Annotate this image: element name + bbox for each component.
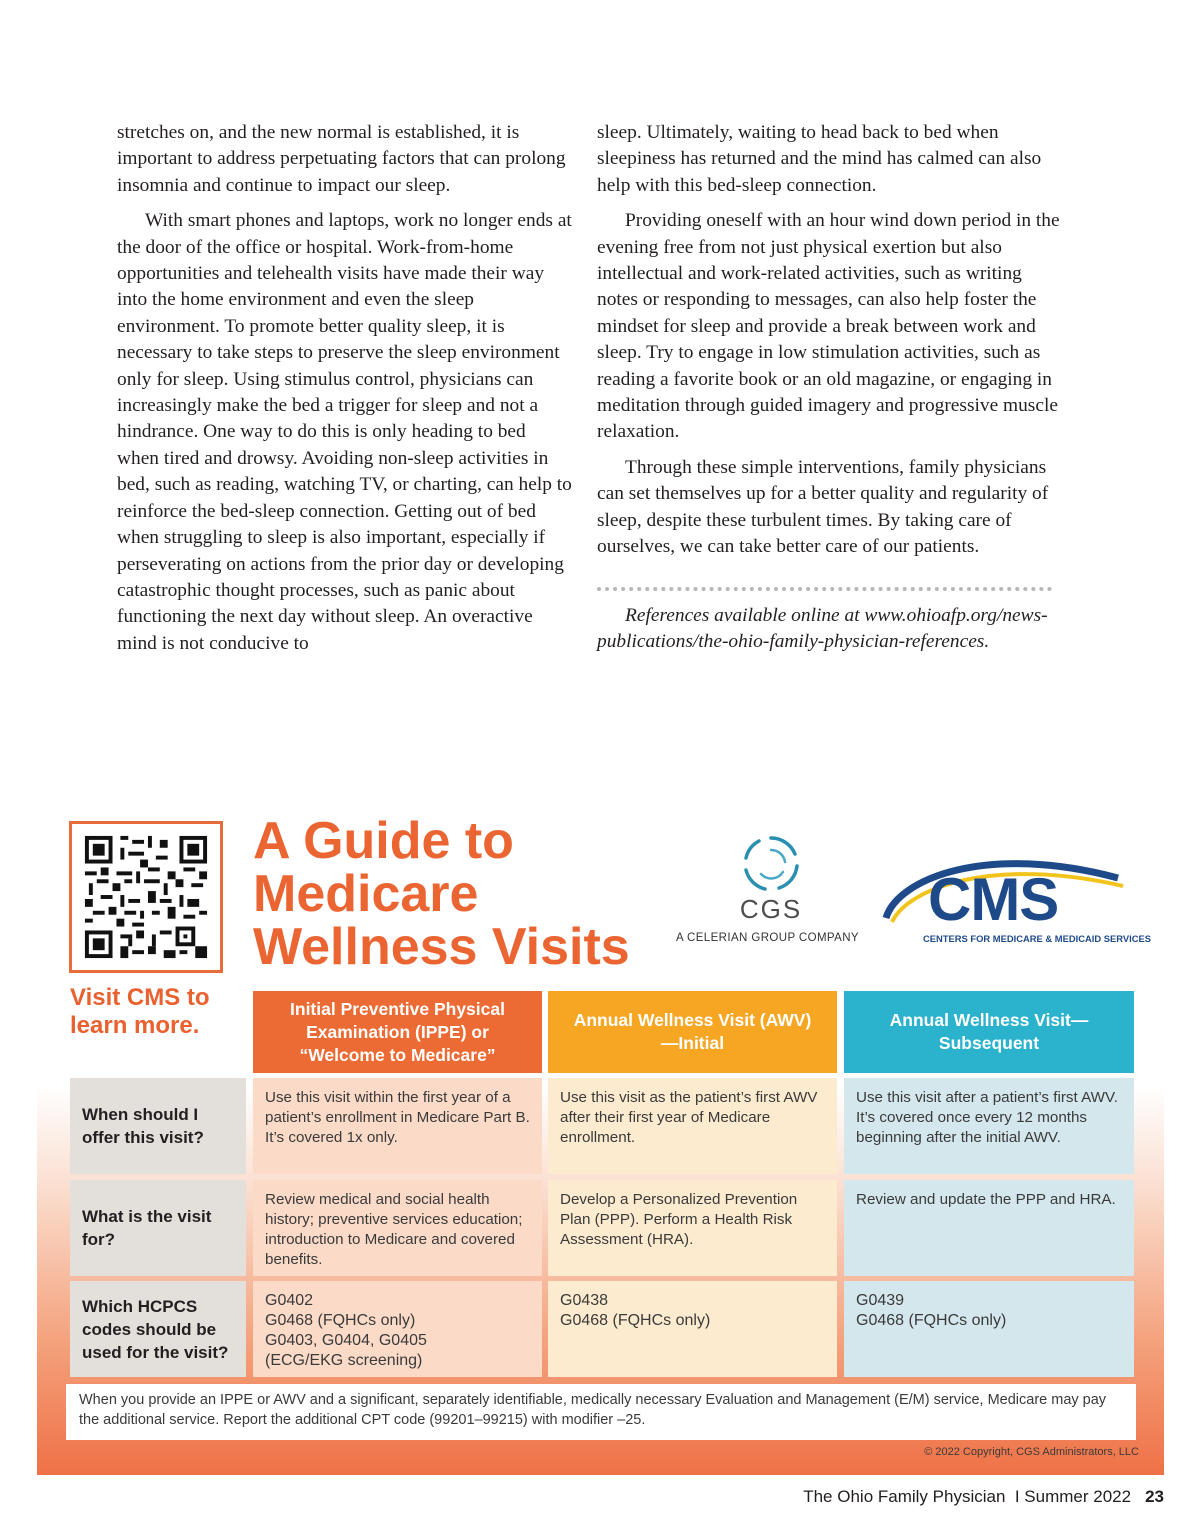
table-cell-codes: [548, 1281, 837, 1377]
cms-logo: [878, 848, 1151, 948]
guide-title: A Guide to Medicare Wellness Visits: [253, 812, 630, 976]
row-label-when: [70, 1078, 246, 1174]
column-header-awv-initial: [548, 991, 837, 1073]
column-header-awv-subsequent: [844, 991, 1134, 1073]
cgs-name: CGS: [739, 894, 803, 924]
cms-subtitle: CENTERS FOR MEDICARE & MEDICAID SERVICES: [923, 933, 1151, 944]
hcpcs-code: (ECG/EKG screening): [265, 1352, 423, 1369]
publication-name: The Ohio Family Physician I Summer 2022: [803, 1487, 1132, 1506]
row-label-text: When should I offer this visit?: [82, 1105, 204, 1147]
guide-footnote: When you provide an IPPE or AWV and a significant, separately identifiable, medically necessary Evaluation and Management (E/M) service, Medicare may pay the additional service. Report the additional CPT code (99201–99215) with modifier –25.: [66, 1384, 1136, 1440]
hcpcs-code: G0403, G0404, G0405: [265, 1332, 427, 1349]
page-footer: [803, 1487, 1164, 1507]
table-cell-codes: [253, 1281, 542, 1377]
article-paragraph: With smart phones and laptops, work no longer ends at the door of the office or hospital. Work-from-home opportunities and telehealth visits have made their way into the home environment and even the sleep environment. To promote better quality sleep, it is necessary to take steps to preserve the sleep environment only for sleep. Using stimulus control, physicians can increasingly make the bed a trigger for sleep and not a hindrance. One way to do this is only heading to bed when tired and drowsy. Avoiding non-sleep activities in bed, such as reading, watching TV, or charting, can help to reinforce the bed-sleep connection. Getting out of bed when struggling to sleep is also important, especially if perseverating on actions from the prior day or developing catastrophic thought processes, such as panic about functioning the next day without sleep. An overactive mind is not conducive to: [117, 210, 572, 654]
table-cell: Develop a Personalized Prevention Plan (PPP). Perform a Health Risk Assessment (HRA).: [548, 1180, 837, 1276]
table-cell: Use this visit as the patient’s first AWV after their first year of Medicare enrollment.: [548, 1078, 837, 1174]
column-header-label: Annual Wellness Visit—Subsequent: [889, 1010, 1089, 1053]
qr-code-icon: [80, 832, 212, 962]
hcpcs-code: G0439: [856, 1292, 905, 1309]
table-cell: Use this visit within the first year of a patient’s enrollment in Medicare Part B. It’s covered 1x only.: [253, 1078, 542, 1174]
column-header-label: Annual Wellness Visit (AWV)—Initial: [573, 1010, 812, 1053]
row-label-hcpcs: [70, 1281, 246, 1377]
cgs-logo: [676, 832, 866, 952]
hcpcs-code: G0468 (FQHCs only): [265, 1312, 416, 1329]
article-column-left: [117, 120, 572, 666]
table-cell: Review and update the PPP and HRA.: [844, 1180, 1134, 1276]
references-note: References available online at www.ohioafp.org/news-publications/the-ohio-family-physician-references.: [597, 604, 1048, 652]
table-cell: Use this visit after a patient’s first AWV. It’s covered once every 12 months beginning after the initial AWV.: [844, 1078, 1134, 1174]
dotted-divider: [597, 587, 1052, 591]
row-label-what: [70, 1180, 246, 1276]
hcpcs-code: G0402: [265, 1292, 314, 1309]
visit-cms-link[interactable]: Visit CMS to learn more.: [70, 984, 210, 1039]
table-cell-codes: [844, 1281, 1134, 1377]
row-label-text: What is the visit for?: [82, 1207, 212, 1249]
cms-letters: CMS: [928, 866, 1059, 933]
table-cell: Review medical and social health history; preventive services education; introduction to Medicare and covered benefits.: [253, 1180, 542, 1276]
article-paragraph: Providing oneself with an hour wind down period in the evening free from not just physical exertion but also intellectual and work-related activities, such as writing notes or responding to messages, can also help foster the mindset for sleep and provide a break between work and sleep. Try to engage in low stimulation activities, such as reading a favorite book or an old magazine, or engaging in meditation through guided imagery and progressive muscle relaxation.: [597, 210, 1060, 443]
article-paragraph: Through these simple interventions, family physicians can set themselves up for a better quality and regularity of sleep, despite these turbulent times. By taking care of ourselves, we can take better care of our patients.: [597, 456, 1049, 558]
column-header-label: Initial Preventive Physical Examination (IPPE) or “Welcome to Medicare”: [290, 998, 505, 1065]
row-label-text: Which HCPCS codes should be used for the visit?: [82, 1296, 229, 1362]
cgs-logo-icon: [739, 832, 803, 896]
qr-code-frame[interactable]: [69, 821, 223, 973]
article-column-right: [597, 120, 1062, 664]
hcpcs-code: G0438: [560, 1292, 609, 1309]
column-header-ippe: [253, 991, 542, 1073]
article-paragraph: stretches on, and the new normal is established, it is important to address perpetuating factors that can prolong insomnia and continue to impact our sleep.: [117, 122, 566, 196]
hcpcs-code: G0468 (FQHCs only): [856, 1312, 1007, 1329]
page-number: 23: [1145, 1487, 1164, 1506]
cgs-tagline: A CELERIAN GROUP COMPANY: [676, 932, 859, 944]
copyright: © 2022 Copyright, CGS Administrators, LLC: [924, 1446, 1139, 1458]
hcpcs-code: G0468 (FQHCs only): [560, 1312, 711, 1329]
article-paragraph: sleep. Ultimately, waiting to head back to bed when sleepiness has returned and the mind has calmed can also help with this bed-sleep connection.: [597, 122, 1042, 196]
